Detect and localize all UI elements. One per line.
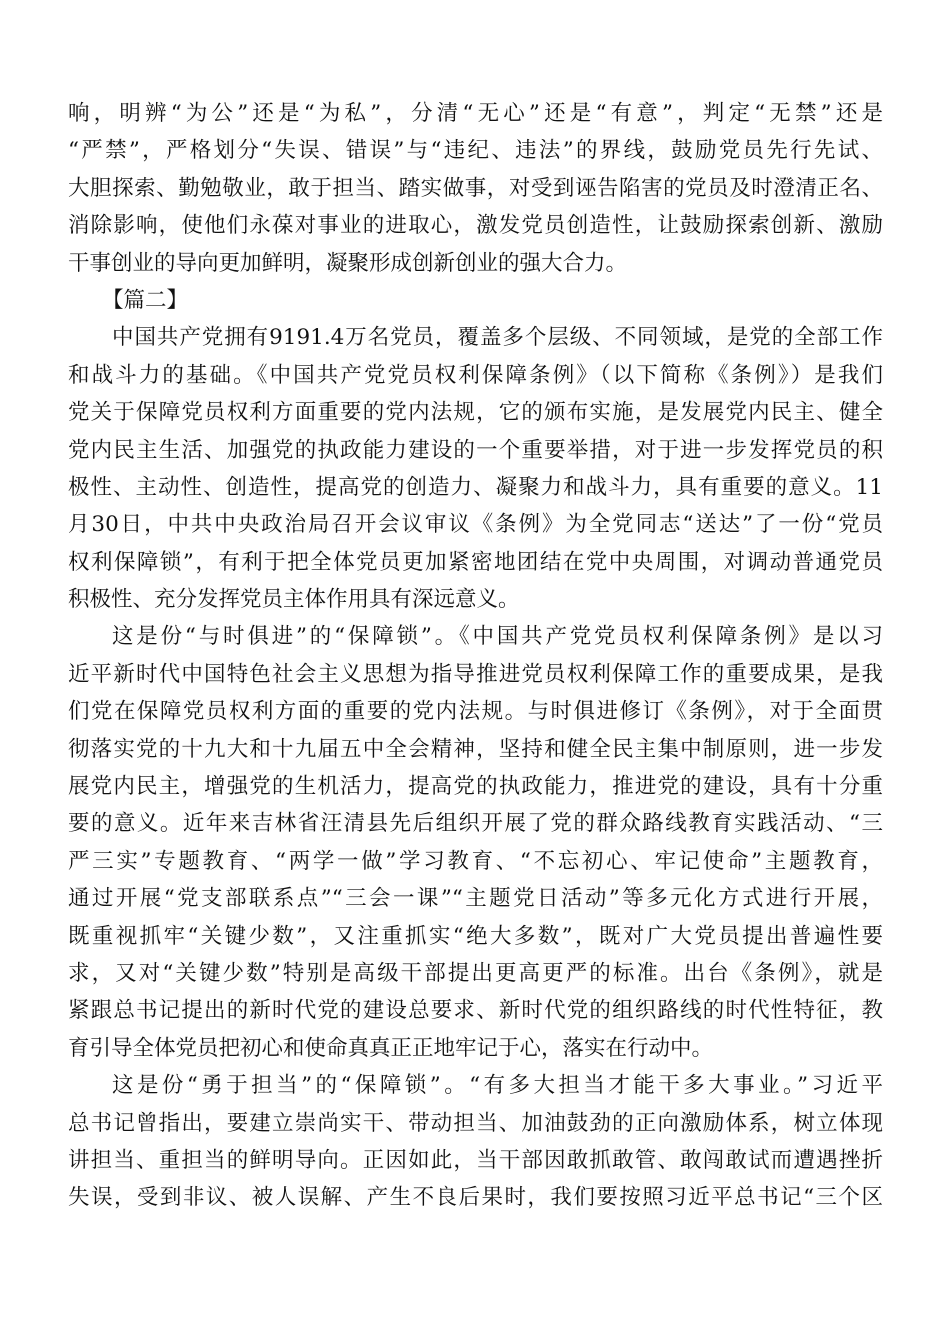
text-line: 权利保障锁”，有利于把全体党员更加紧密地团结在党中央周围，对调动普通党员 xyxy=(68,549,883,575)
text-line: 消除影响，使他们永葆对事业的进取心，激发党员创造性，让鼓励探索创新、激励 xyxy=(68,213,883,239)
text-line: 既重视抓牢“关键少数”，又注重抓实“绝大多数”，既对广大党员提出普遍性要 xyxy=(68,923,883,949)
text-line: “严禁”，严格划分“失误、错误”与“违纪、违法”的界线，鼓励党员先行先试、 xyxy=(68,138,883,164)
text-line: 通过开展“党支部联系点”“三会一课”“主题党日活动”等多元化方式进行开展， xyxy=(68,886,883,912)
document-body xyxy=(68,95,883,1217)
section-heading: 【篇二】 xyxy=(102,287,189,313)
text-line: 讲担当、重担当的鲜明导向。正因如此，当干部因敢抓敢管、敢闯敢试而遭遇挫折 xyxy=(68,1147,883,1173)
text-line: 干事创业的导向更加鲜明，凝聚形成创新创业的强大合力。 xyxy=(68,250,628,276)
text-line: 这是份“与时俱进”的“保障锁”。《中国共产党党员权利保障条例》是以习 xyxy=(112,624,883,650)
text-line: 总书记曾指出，要建立崇尚实干、带动担当、加油鼓劲的正向激励体系，树立体现 xyxy=(68,1110,883,1136)
text-line: 求，又对“关键少数”特别是高级干部提出更高更严的标准。出台《条例》，就是 xyxy=(68,960,883,986)
text-line: 中国共产党拥有9191.4万名党员，覆盖多个层级、不同领域，是党的全部工作 xyxy=(112,325,883,351)
text-line: 育引导全体党员把初心和使命真真正正地牢记于心，落实在行动中。 xyxy=(68,1035,714,1061)
text-line: 积极性、充分发挥党员主体作用具有深远意义。 xyxy=(68,587,520,613)
text-line: 党内民主生活、加强党的执政能力建设的一个重要举措，对于进一步发挥党员的积 xyxy=(68,437,883,463)
text-line: 彻落实党的十九大和十九届五中全会精神，坚持和健全民主集中制原则，进一步发 xyxy=(68,736,883,762)
text-line: 近平新时代中国特色社会主义思想为指导推进党员权利保障工作的重要成果，是我 xyxy=(68,661,883,687)
text-line: 要的意义。近年来吉林省汪清县先后组织开展了党的群众路线教育实践活动、“三 xyxy=(68,811,883,837)
text-line: 响，明辨“为公”还是“为私”，分清“无心”还是“有意”，判定“无禁”还是 xyxy=(68,101,883,126)
text-line: 极性、主动性、创造性，提高党的创造力、凝聚力和战斗力，具有重要的意义。11 xyxy=(68,474,883,500)
text-line: 展党内民主，增强党的生机活力，提高党的执政能力，推进党的建设，具有十分重 xyxy=(68,774,883,800)
text-line: 失误，受到非议、被人误解、产生不良后果时，我们要按照习近平总书记“三个区 xyxy=(68,1185,883,1211)
text-line: 大胆探索、勤勉敬业，敢于担当、踏实做事，对受到诬告陷害的党员及时澄清正名、 xyxy=(68,175,883,201)
text-line: 党关于保障党员权利方面重要的党内法规，它的颁布实施，是发展党内民主、健全 xyxy=(68,400,883,426)
text-line: 紧跟总书记提出的新时代党的建设总要求、新时代党的组织路线的时代性特征，教 xyxy=(68,998,883,1024)
text-line: 这是份“勇于担当”的“保障锁”。“有多大担当才能干多大事业。”习近平 xyxy=(112,1073,883,1099)
text-line: 严三实”专题教育、“两学一做”学习教育、“不忘初心、牢记使命”主题教育， xyxy=(68,848,883,874)
text-line: 们党在保障党员权利方面的重要的党内法规。与时俱进修订《条例》，对于全面贯 xyxy=(68,699,883,725)
text-line: 月30日，中共中央政治局召开会议审议《条例》为全党同志“送达”了一份“党员 xyxy=(68,512,883,538)
text-line: 和战斗力的基础。《中国共产党党员权利保障条例》（以下简称《条例》）是我们 xyxy=(68,362,883,388)
